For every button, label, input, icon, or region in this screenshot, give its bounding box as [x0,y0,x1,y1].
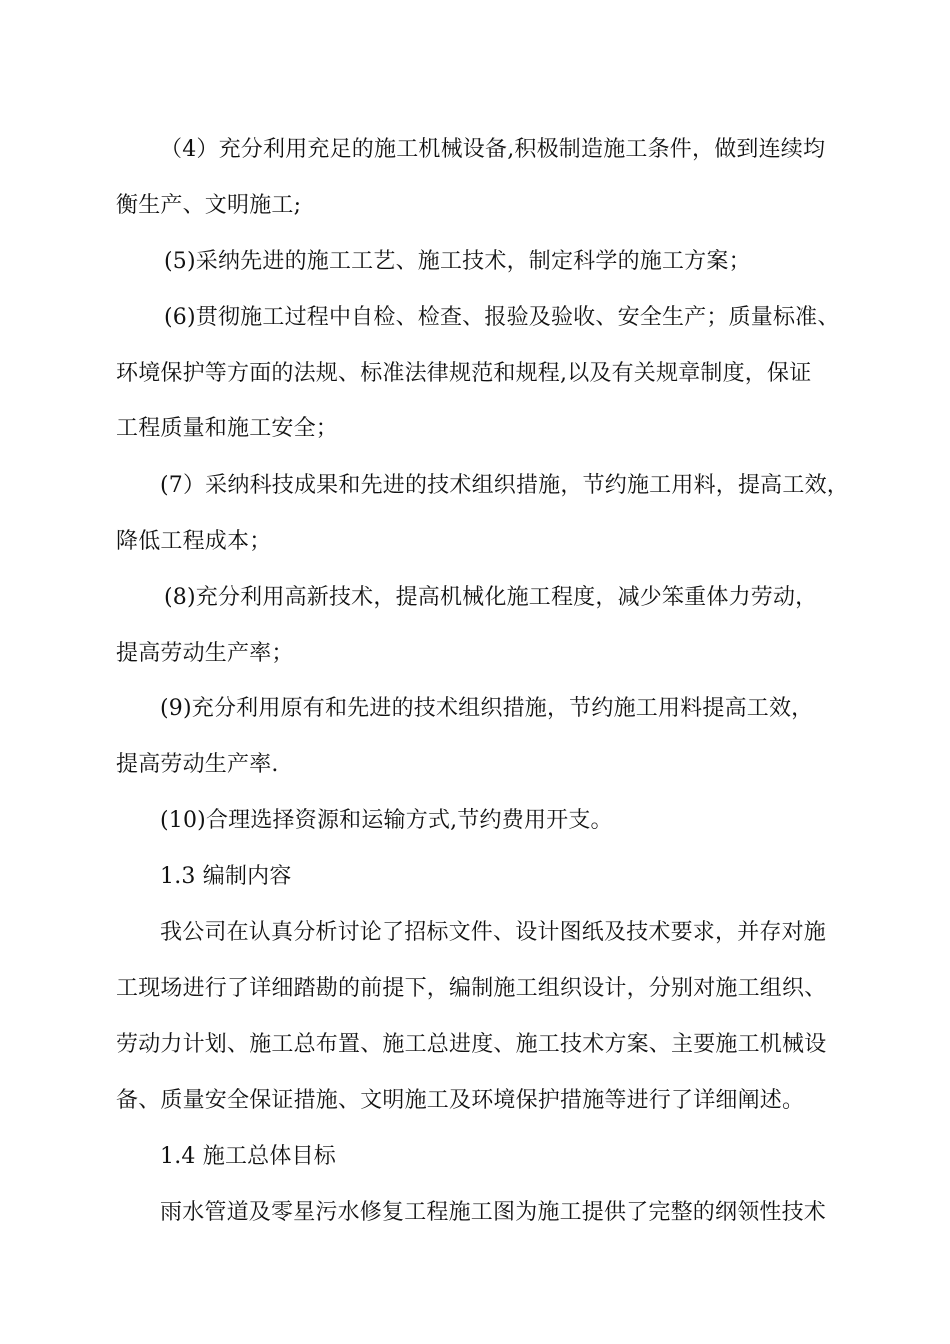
text-line: 我公司在认真分析讨论了招标文件、设计图纸及技术要求，并存对施 [160,920,827,945]
text-line: 备、质量安全保证措施、文明施工及环境保护措施等进行了详细阐述。 [116,1088,805,1113]
section-heading: 1.3 编制内容 [160,864,292,889]
text-line: 降低工程成本； [116,529,272,554]
text-line: (9)充分利用原有和先进的技术组织措施，节约施工用料提高工效， [160,696,814,721]
section-heading: 1.4 施工总体目标 [160,1144,336,1169]
text-line: 衡生产、文明施工; [116,193,302,218]
text-line: 环境保护等方面的法规、标准法律规范和规程,以及有关规章制度，保证 [116,361,812,386]
text-line: 工现场进行了详细踏勘的前提下，编制施工组织设计，分别对施工组织、 [116,976,827,1001]
text-line: 劳动力计划、施工总布置、施工总进度、施工技术方案、主要施工机械设 [116,1032,827,1057]
text-line: (10)合理选择资源和运输方式,节约费用开支。 [160,808,613,833]
text-line: (6)贯彻施工过程中自检、检查、报验及验收、安全生产；质量标准、 [164,305,840,330]
text-line: 工程质量和施工安全； [116,416,339,441]
text-line: (7）采纳科技成果和先进的技术组织措施，节约施工用料，提高工效， [160,473,849,498]
text-line: (5)采纳先进的施工工艺、施工技术，制定科学的施工方案； [164,249,751,274]
text-line: 雨水管道及零星污水修复工程施工图为施工提供了完整的纲领性技术 [160,1200,827,1225]
text-line: (8)充分利用高新技术，提高机械化施工程度，减少笨重体力劳动， [164,585,818,610]
text-line: 提高劳动生产率； [116,641,294,666]
text-line: 提高劳动生产率. [116,752,279,777]
text-line: （4）充分利用充足的施工机械设备,积极制造施工条件，做到连续均 [160,137,826,162]
